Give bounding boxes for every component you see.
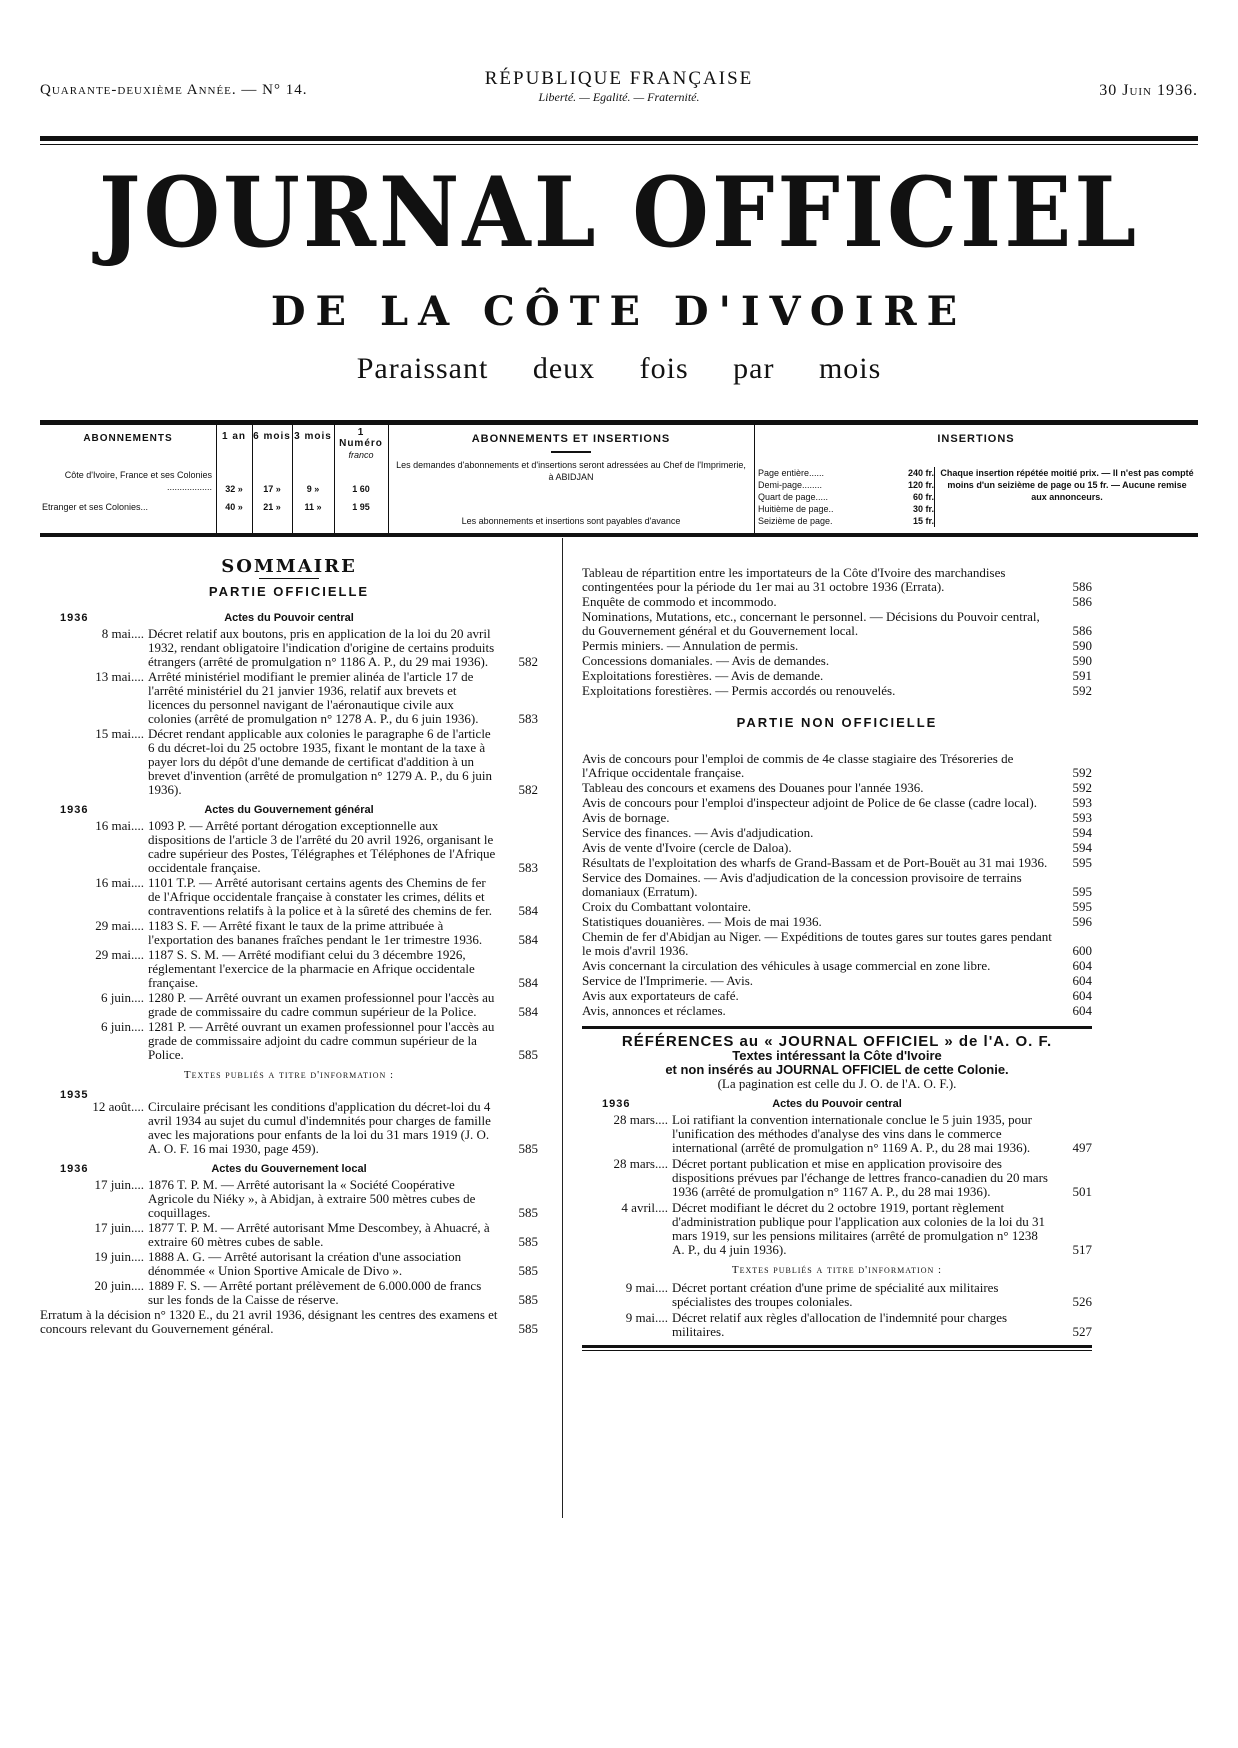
entry-date: 15 mai.... — [95, 726, 144, 741]
ab-ins-text1: Les demandes d'abonnements et d'insertions seront adressées au Chef de l'Imprimerie, à ABIDJAN — [396, 460, 746, 482]
entry-page: 596 — [1072, 914, 1092, 929]
list-item — [582, 900, 1092, 914]
franco-label: franco — [348, 450, 374, 460]
section-pouvoir-central — [40, 609, 538, 627]
entry-page: 593 — [1072, 810, 1092, 825]
ins-price: 120 fr. — [907, 480, 934, 490]
entry-page: 593 — [1072, 795, 1092, 810]
entry-page: 604 — [1072, 988, 1092, 1003]
ins-price: 240 fr. — [907, 468, 934, 478]
abonnements-cell — [40, 425, 217, 533]
bottom-rule-thin — [582, 1350, 1092, 1351]
entry-text: Tableau de répartition entre les importateurs de la Côte d'Ivoire des marchandises contingentées pour la période du 1er mai au 31 octobre 1936 (Errata). — [582, 565, 1006, 594]
cote-numero: 1 60 — [352, 484, 370, 494]
col-6mois — [252, 425, 293, 533]
entry-text: Nominations, Mutations, etc., concernant le personnel. — Décisions du Pouvoir central, du Gouvernement général et du Gouvernement local. — [582, 609, 1040, 638]
entry-text: 1183 S. F. — Arrêté fixant le taux de la prime attribuée à l'exportation des bananes fraîches pendant le 1er trimestre 1936. — [148, 918, 483, 947]
ins-label: Huitième de page.. — [758, 504, 834, 514]
entry-page: 586 — [1072, 594, 1092, 609]
entry-page: 592 — [1072, 765, 1092, 780]
references-sub1: Textes intéressant la Côte d'Ivoire — [732, 1048, 942, 1063]
section-heading: Actes du Pouvoir central — [224, 612, 354, 624]
list-item — [40, 1100, 538, 1156]
entry-text: Service des Domaines. — Avis d'adjudication de la concession provisoire de terrains domaniaux (Erratum). — [582, 870, 1022, 899]
entry-page: 585 — [518, 1263, 538, 1278]
cote-6mois: 17 » — [263, 484, 281, 494]
entry-text: 1889 F. S. — Arrêté portant prélèvement de 6.000.000 de francs sur les fonds de la Caisse de réserve. — [148, 1278, 482, 1307]
list-item — [40, 1020, 538, 1062]
abonnements-label: ABONNEMENTS — [83, 433, 173, 444]
ins-price: 15 fr. — [912, 516, 934, 526]
col-3mois-label: 3 mois — [294, 431, 332, 442]
textes-info-heading: Textes publiés a titre d'information : — [183, 1069, 395, 1081]
entry-page: 583 — [518, 860, 538, 875]
entry-page: 584 — [518, 1004, 538, 1019]
entry-page: 595 — [1072, 855, 1092, 870]
entry-date: 9 mai.... — [625, 1310, 668, 1325]
list-item — [582, 811, 1092, 825]
republic-label: RÉPUBLIQUE FRANÇAISE — [484, 68, 754, 89]
list-item — [40, 919, 538, 947]
references-title: RÉFÉRENCES au « JOURNAL OFFICIEL » de l'A. O. F. — [621, 1033, 1053, 1050]
cote-1an: 32 » — [225, 484, 243, 494]
list-item — [40, 948, 538, 990]
list-item — [582, 959, 1092, 973]
list-item — [582, 796, 1092, 810]
entry-text: Concessions domaniales. — Avis de demandes. — [582, 653, 830, 668]
list-item — [40, 627, 538, 669]
entry-text: Décret modifiant le décret du 2 octobre 1919, portant règlement d'administration publique pour l'application aux colonies de la loi du 31 mars 1919, sur les pensions militaires (arrêté de promulgation n° 1238 A. P., du 4 juin 1936). — [672, 1200, 1045, 1257]
top-line — [40, 68, 1198, 108]
issue-date: 30 Juin 1936. — [1099, 82, 1198, 99]
entry-text: Chemin de fer d'Abidjan au Niger. — Expéditions de toutes gares sur toutes gares pendant le mois d'avril 1936. — [582, 929, 1052, 958]
col-3mois — [292, 425, 335, 533]
ins-label: Quart de page..... — [758, 492, 829, 502]
entry-text: 1888 A. G. — Arrêté autorisant la création d'une association dénommée « Union Sportive Amicale de Divo ». — [148, 1249, 462, 1278]
entry-text: Arrêté ministériel modifiant le premier alinéa de l'article 17 de l'arrêté ministériel du 21 janvier 1936, relatif aux brevets et licences du personnel navigant de l'aéronautique civile aux colonies (arrêté de promulgation n° 1278 A. P., du 6 juin 1936). — [148, 669, 479, 726]
list-item — [40, 1279, 538, 1307]
list-item — [582, 871, 1092, 899]
ab-ins-text2: Les abonnements et insertions sont payables d'avance — [461, 516, 681, 526]
entry-text: Avis concernant la circulation des véhicules à usage commercial en zone libre. — [582, 958, 991, 973]
ins-price: 60 fr. — [912, 492, 934, 502]
title-ornament — [259, 578, 319, 579]
entry-page: 604 — [1072, 958, 1092, 973]
col-numero-label: 1 Numéro — [339, 427, 383, 449]
references-rule — [582, 1026, 1092, 1029]
insertions-prices — [758, 467, 935, 527]
top-rule — [40, 136, 1198, 141]
list-item — [582, 752, 1092, 780]
entry-page: 594 — [1072, 825, 1092, 840]
insertions-note: Chaque insertion répétée moitié prix. — Il n'est pas compté moins d'un seizième de page ou 15 fr. — Aucune remise aux annonceurs. — [940, 468, 1194, 502]
issue-number: Quarante-deuxième Année. — N° 14. — [40, 82, 308, 98]
partie-non-officielle: PARTIE NON OFFICIELLE — [736, 715, 938, 730]
section-heading: Actes du Gouvernement général — [204, 804, 374, 816]
entry-text: Permis miniers. — Annulation de permis. — [582, 638, 799, 653]
entry-date: 19 juin.... — [94, 1249, 144, 1264]
year: 1936 — [60, 1163, 89, 1175]
etr-3mois: 11 » — [304, 502, 322, 512]
list-item — [40, 727, 538, 797]
sommaire-title: SOMMAIRE — [221, 556, 357, 577]
ins-price: 30 fr. — [912, 504, 934, 514]
entry-page: 584 — [518, 975, 538, 990]
section-heading: Actes du Gouvernement local — [211, 1163, 367, 1175]
entry-text: 1093 P. — Arrêté portant dérogation exceptionnelle aux dispositions de l'article 3 de l'arrêté du 20 avril 1926, organisant le cadre supérieur des Postes, Télégraphes et Téléphones de l'Afrique occidentale française. — [148, 818, 496, 875]
entry-date: 9 mai.... — [625, 1280, 668, 1295]
row-label-etranger: Etranger et ses Colonies... — [42, 502, 149, 512]
list-item — [40, 876, 538, 918]
entry-page: 584 — [518, 932, 538, 947]
entry-page: 582 — [518, 654, 538, 669]
list-item — [40, 991, 538, 1019]
entry-text: Exploitations forestières. — Avis de demande. — [582, 668, 824, 683]
subscription-table — [40, 420, 1198, 537]
entry-page: 526 — [1072, 1294, 1092, 1309]
list-item — [582, 639, 1092, 653]
list-item — [582, 1004, 1092, 1018]
entry-text: 1877 T. P. M. — Arrêté autorisant Mme Descombey, à Ahuacré, à extraire 60 mètres cubes de sable. — [148, 1220, 490, 1249]
section-heading: Actes du Pouvoir central — [772, 1098, 902, 1110]
entry-text: 1876 T. P. M. — Arrêté autorisant la « Société Coopérative Agricole du Niéky », à Abidjan, à extraire 500 mètres cubes de coquillages. — [148, 1177, 476, 1220]
entry-date: 16 mai.... — [95, 818, 144, 833]
list-item — [582, 1311, 1092, 1339]
left-column — [40, 548, 538, 1336]
entry-date: 8 mai.... — [101, 626, 144, 641]
entry-text: Décret portant création d'une prime de spécialité aux militaires spécialistes des troupes coloniales. — [672, 1280, 999, 1309]
entry-page: 497 — [1072, 1140, 1092, 1155]
entry-text: 1281 P. — Arrêté ouvrant un examen professionnel pour l'accès au grade de commissaire adjoint du cadre commun supérieur de la Police. — [148, 1019, 495, 1062]
list-item — [582, 1113, 1092, 1155]
entry-page: 585 — [518, 1047, 538, 1062]
entry-date: 28 mars.... — [613, 1112, 668, 1127]
section-ref-pouvoir-central — [582, 1095, 1092, 1113]
section-gouvernement-local — [40, 1160, 538, 1178]
list-item — [40, 1178, 538, 1220]
entry-page: 594 — [1072, 840, 1092, 855]
list-item — [582, 915, 1092, 929]
col-1an — [216, 425, 253, 533]
entry-text: Croix du Combattant volontaire. — [582, 899, 751, 914]
list-item — [582, 781, 1092, 795]
entry-text: Statistiques douanières. — Mois de mai 1936. — [582, 914, 822, 929]
entry-text: Avis, annonces et réclames. — [582, 1003, 726, 1018]
list-item — [582, 610, 1092, 638]
entry-date: 4 avril.... — [621, 1200, 668, 1215]
masthead-title: JOURNAL OFFICIEL — [98, 154, 1140, 270]
entry-date: 17 juin.... — [94, 1220, 144, 1235]
row-label-cote: Côte d'Ivoire, France et ses Colonies .................. — [64, 470, 212, 492]
insertions-cell — [754, 425, 1198, 533]
col-numero — [334, 425, 389, 533]
section-textes-info — [40, 1086, 538, 1100]
entry-date: 16 mai.... — [95, 875, 144, 890]
col-6mois-label: 6 mois — [253, 431, 291, 442]
entry-date: 6 juin.... — [101, 990, 144, 1005]
entry-text: Avis de vente d'Ivoire (cercle de Daloa). — [582, 840, 792, 855]
insertions-label: INSERTIONS — [937, 433, 1015, 445]
entry-page: 585 — [518, 1234, 538, 1249]
masthead-frequency: Paraissant deux fois par mois — [356, 352, 882, 385]
ins-label: Demi-page........ — [758, 480, 823, 490]
ref-info-heading: Textes publiés a titre d'information : — [731, 1264, 943, 1276]
entry-text: Décret relatif aux boutons, pris en application de la loi du 20 avril 1932, rendant obligatoire l'indication d'origine de certains produits étrangers (arrêté de promulgation n° 1186 A. P., du 29 mai 1936). — [148, 626, 495, 669]
list-item — [582, 841, 1092, 855]
entry-text: Décret rendant applicable aux colonies le paragraphe 6 de l'article 6 du décret-loi du 25 octobre 1935, fixant le montant de la taxe à payer lors du dépôt d'une demande de certificat d'addition à un brevet d'invention (arrêté de promulgation n° 1279 A. P., du 6 juin 1936). — [148, 726, 493, 797]
entry-text: Avis de bornage. — [582, 810, 670, 825]
list-item — [582, 669, 1092, 683]
entry-date: 13 mai.... — [95, 669, 144, 684]
entry-date: 17 juin.... — [94, 1177, 144, 1192]
list-item — [582, 856, 1092, 870]
references-sub2: et non insérés au JOURNAL OFFICIEL de cette Colonie. — [665, 1062, 1009, 1077]
entry-page: 585 — [518, 1141, 538, 1156]
entry-text: 1280 P. — Arrêté ouvrant un examen professionnel pour l'accès au grade de commissaire du cadre commun supérieur de la Police. — [148, 990, 495, 1019]
year: 1935 — [60, 1089, 89, 1101]
top-rule-thin — [40, 144, 1198, 145]
etr-6mois: 21 » — [263, 502, 281, 512]
entry-date: 29 mai.... — [95, 947, 144, 962]
entry-page: 604 — [1072, 1003, 1092, 1018]
entry-text: Circulaire précisant les conditions d'application du décret-loi du 4 avril 1934 au sujet du cumul d'indemnités pour charges de famille avec les majorations pour enfants de la loi du 31 mars 1919 (J. O. A. O. F. 16 mai 1930, page 459). — [148, 1099, 491, 1156]
masthead-subtitle: DE LA CÔTE D'IVOIRE — [270, 288, 968, 335]
erratum-text: Erratum à la décision n° 1320 E., du 21 avril 1936, désignant les centres des examens et concours relevant du Gouvernement général. — [40, 1307, 498, 1336]
entry-date: 29 mai.... — [95, 918, 144, 933]
erratum — [40, 1308, 538, 1336]
column-divider — [562, 538, 563, 1518]
list-item — [582, 974, 1092, 988]
bottom-rule — [582, 1345, 1092, 1348]
list-item — [582, 566, 1092, 594]
list-item — [582, 595, 1092, 609]
list-item — [582, 1281, 1092, 1309]
entry-date: 28 mars.... — [613, 1156, 668, 1171]
list-item — [582, 1157, 1092, 1199]
list-item — [40, 670, 538, 726]
entry-page: 585 — [518, 1321, 538, 1336]
entry-text: 1187 S. S. M. — Arrêté modifiant celui du 3 décembre 1926, réglementant l'exercice de la pharmacie en Afrique occidentale française. — [148, 947, 475, 990]
entry-page: 595 — [1072, 899, 1092, 914]
partie-officielle: PARTIE OFFICIELLE — [208, 584, 370, 599]
year: 1936 — [602, 1098, 631, 1110]
entry-text: Tableau des concours et examens des Douanes pour l'année 1936. — [582, 780, 924, 795]
list-item — [40, 819, 538, 875]
entry-page: 585 — [518, 1292, 538, 1307]
entry-page: 590 — [1072, 653, 1092, 668]
entry-page: 583 — [518, 711, 538, 726]
col-1an-label: 1 an — [221, 431, 246, 442]
entry-text: Enquête de commodo et incommodo. — [582, 594, 777, 609]
etr-numero: 1 95 — [352, 502, 370, 512]
entry-date: 6 juin.... — [101, 1019, 144, 1034]
entry-text: Décret portant publication et mise en application provisoire des dispositions prévues par l'échange de lettres franco-canadien du 20 mars 1936 (arrêté de promulgation n° 1167 A. P., du 28 mai 1936). — [672, 1156, 1048, 1199]
right-column — [582, 566, 1092, 1351]
motto: Liberté. — Egalité. — Fraternité. — [538, 90, 700, 104]
references-note: (La pagination est celle du J. O. de l'A. O. F.). — [717, 1076, 957, 1091]
entry-text: 1101 T.P. — Arrêté autorisant certains agents des Chemins de fer de l'Afrique occidentale française à constater les crimes, délits et contraventions relatifs à la police et à la sûreté des chemins de fer. — [148, 875, 492, 918]
entry-page: 604 — [1072, 973, 1092, 988]
entry-page: 595 — [1072, 884, 1092, 899]
ab-ins-cell — [388, 425, 755, 533]
ab-ins-label: ABONNEMENTS ET INSERTIONS — [471, 433, 671, 445]
entry-page: 585 — [518, 1205, 538, 1220]
list-item — [40, 1250, 538, 1278]
entry-text: Avis aux exportateurs de café. — [582, 988, 739, 1003]
entry-page: 600 — [1072, 943, 1092, 958]
entry-text: Résultats de l'exploitation des wharfs de Grand-Bassam et de Port-Bouët au 31 mai 1936. — [582, 855, 1048, 870]
list-item — [582, 654, 1092, 668]
entry-page: 584 — [518, 903, 538, 918]
list-item — [582, 1201, 1092, 1257]
entry-text: Loi ratifiant la convention internationale conclue le 5 juin 1935, pour l'unification des méthodes d'analyse des vins dans le commerce international (arrêté de promulgation n° 1169 A. P., du 28 mai 1936). — [672, 1112, 1032, 1155]
entry-page: 586 — [1072, 579, 1092, 594]
entry-date: 12 août.... — [92, 1099, 144, 1114]
list-item — [40, 1221, 538, 1249]
entry-page: 592 — [1072, 780, 1092, 795]
entry-text: Avis de concours pour l'emploi de commis de 4e classe stagiaire des Trésoreries de l'Afrique occidentale française. — [582, 751, 1014, 780]
list-item — [582, 826, 1092, 840]
entry-page: 591 — [1072, 668, 1092, 683]
entry-text: Service de l'Imprimerie. — Avis. — [582, 973, 754, 988]
ins-label: Page entière...... — [758, 468, 825, 478]
entry-page: 582 — [518, 782, 538, 797]
entry-page: 517 — [1072, 1242, 1092, 1257]
republic-block — [40, 68, 1198, 105]
cote-3mois: 9 » — [306, 484, 320, 494]
list-item — [582, 989, 1092, 1003]
list-item — [582, 684, 1092, 698]
entry-text: Service des finances. — Avis d'adjudication. — [582, 825, 814, 840]
entry-text: Avis de concours pour l'emploi d'inspecteur adjoint de Police de 6e classe (cadre local). — [582, 795, 1037, 810]
ins-label: Seizième de page. — [758, 516, 833, 526]
entry-text: Exploitations forestières. — Permis accordés ou renouvelés. — [582, 683, 896, 698]
entry-page: 586 — [1072, 623, 1092, 638]
entry-page: 590 — [1072, 638, 1092, 653]
year: 1936 — [60, 804, 89, 816]
section-gouvernement-general — [40, 801, 538, 819]
entry-page: 592 — [1072, 683, 1092, 698]
list-item — [582, 930, 1092, 958]
entry-date: 20 juin.... — [94, 1278, 144, 1293]
etr-1an: 40 » — [225, 502, 243, 512]
entry-page: 501 — [1072, 1184, 1092, 1199]
year: 1936 — [60, 612, 89, 624]
entry-page: 527 — [1072, 1324, 1092, 1339]
entry-text: Décret relatif aux règles d'allocation de l'indemnité pour charges militaires. — [672, 1310, 1008, 1339]
